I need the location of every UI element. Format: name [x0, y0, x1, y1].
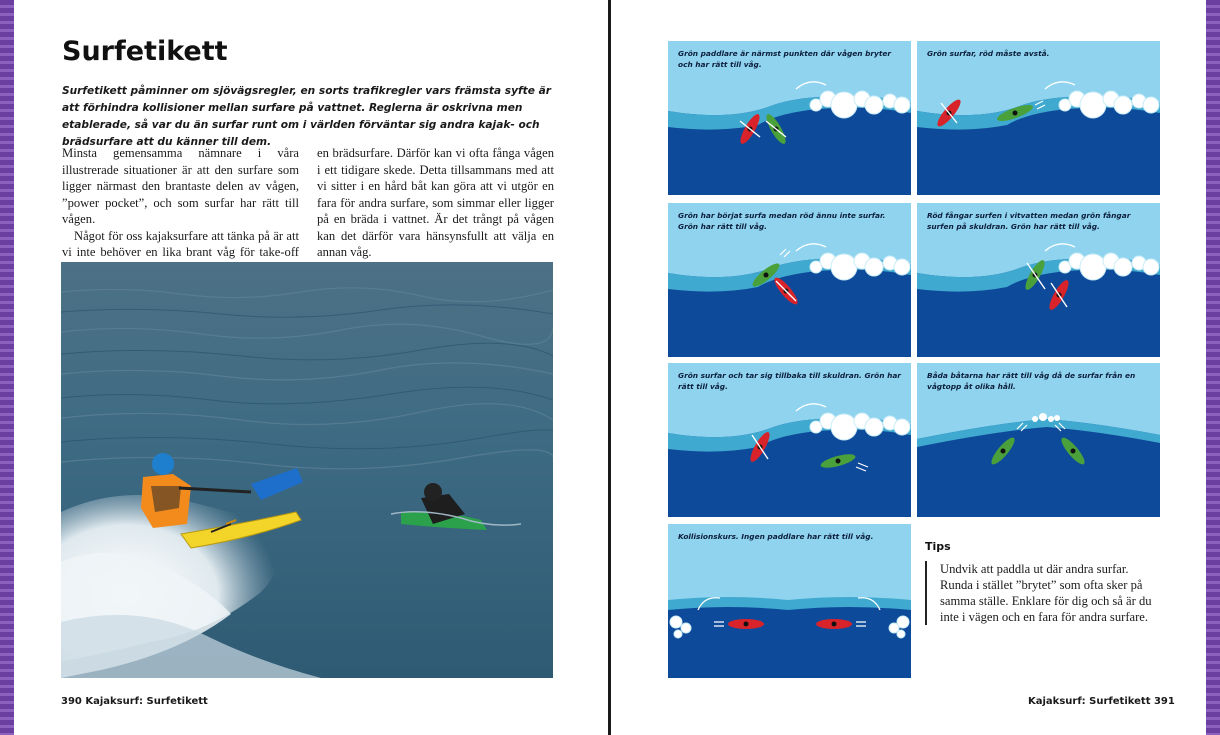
diagram-panel-7 — [668, 524, 911, 678]
diagram-panel-4 — [917, 203, 1160, 357]
diagram-panel-6 — [917, 363, 1160, 517]
panel-caption: Grön surfar och tar sig tillbaka till skuldran. Grön har rätt till våg. — [678, 371, 901, 391]
page-title: Surfetikett — [62, 36, 228, 67]
panel-caption: Båda båtarna har rätt till våg då de surfar från en vågtopp åt olika håll. — [927, 371, 1136, 391]
diagram-panel-1 — [668, 41, 911, 195]
diagram-panel-2 — [917, 41, 1160, 195]
text-column-1 — [62, 145, 299, 277]
panel-caption: Grön har börjat surfa medan röd ännu inte surfar. Grön har rätt till våg. — [678, 211, 886, 231]
panel-caption: Kollisionskurs. Ingen paddlare har rätt till våg. — [678, 532, 874, 541]
right-purple-border — [1206, 0, 1220, 735]
kayak-surf-photo — [61, 262, 553, 678]
tips-heading: Tips — [925, 540, 951, 553]
text-column-2 — [317, 145, 554, 261]
lead-paragraph: Surfetikett påminner om sjövägsregler, en sorts trafikregler vars främsta syfte är att förhindra kollisioner mellan surfare på vattnet. Reglerna är oskrivna men etablerade, så var du än surfar runt om i världen förväntar sig andra kajak- och brädsurfare att du känner till dem. — [62, 85, 551, 148]
body-paragraph: Något för oss kajaksurfare att tänka på är att vi inte behöver en lika brant våg för take-off — [62, 228, 299, 259]
page-folio-391: Kajaksurf: Surfetikett 391 — [1028, 696, 1175, 707]
page-folio-390: 390 Kajaksurf: Surfetikett — [61, 696, 208, 707]
left-page — [14, 0, 608, 735]
body-paragraph: Minsta gemensamma nämnare i våra illustrerade situationer är att den surfare som ligger närmast den brantaste delen av vågen, ”power pocket”, och som surfar har rätt till vågen. — [62, 146, 299, 226]
tips-text: Undvik att paddla ut där andra surfar. Runda i stället ”brytet” som ofta sker på samma ställe. Enklare för dig och så är du inte i vägen och en fara för andra surfare. — [925, 561, 1164, 625]
panel-caption: Grön paddlare är närmst punkten där vågen bryter och har rätt till våg. — [678, 49, 892, 69]
left-purple-border — [0, 0, 14, 735]
right-page — [611, 0, 1206, 735]
panel-caption: Grön surfar, röd måste avstå. — [927, 49, 1050, 58]
panel-caption: Röd fångar surfen i vitvatten medan grön fångar surfen på skuldran. Grön har rätt till våg. — [927, 211, 1131, 231]
diagram-panel-5 — [668, 363, 911, 517]
body-paragraph: en brädsurfare. Därför kan vi ofta fånga vågen i ett tidigare skede. Detta tillsammans med att vi sitter i en hård båt kan göra att vi utgör en fara för andra surfare, som simmar eller ligger på en bräda i vattnet. Är det trångt på vågen kan det därför vara hänsynsfullt att välja en annan våg. — [317, 146, 554, 259]
diagram-panel-3 — [668, 203, 911, 357]
